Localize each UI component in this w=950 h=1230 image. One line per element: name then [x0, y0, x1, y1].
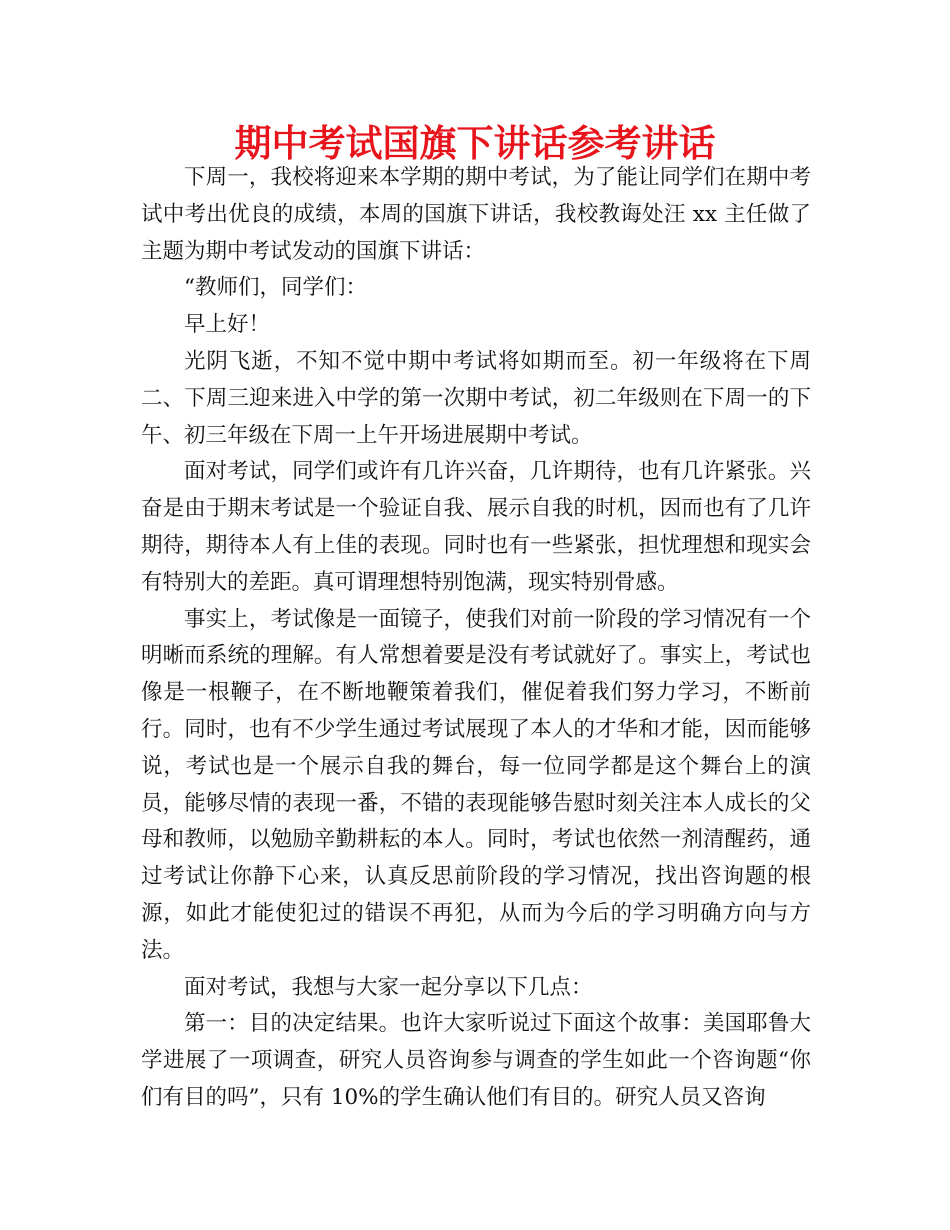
paragraph-feelings: 面对考试，同学们或许有几许兴奋，几许期待，也有几许紧张。兴奋是由于期末考试是一个验证自我、展示自我的时机，因而也有了几许期待，期待本人有上佳的表现。同时也有一些紧张，担忧理想和现实会有特别大的差距。真可谓理想特别饱满，现实特别骨感。 — [141, 459, 811, 595]
paragraph-exam-meaning: 事实上，考试像是一面镜子，使我们对前一阶段的学习情况有一个明晰而系统的理解。有人常想着要是没有考试就好了。事实上，考试也像是一根鞭子，在不断地鞭策着我们，催促着我们努力学习，不断前行。同时，也有不少学生通过考试展现了本人的才华和才能，因而能够说，考试也是一个展示自我的舞台，每一位同学都是这个舞台上的演员，能够尽情的表现一番，不错的表现能够告慰时刻关注本人成长的父母和教师，以勉励辛勤耕耘的本人。同时，考试也依然一剂清醒药，通过考试让你静下心来，认真反思前阶段的学习情况，找出咨询题的根源，如此才能使犯过的错误不再犯，从而为今后的学习明确方向与方法。 — [141, 606, 811, 963]
paragraph-exam-schedule: 光阴飞逝，不知不觉中期中考试将如期而至。初一年级将在下周二、下周三迎来进入中学的第一次期中考试，初二年级则在下周一的下午、初三年级在下周一上午开场进展期中考试。 — [141, 348, 811, 448]
paragraph-greeting: 早上好！ — [184, 312, 271, 338]
paragraph-intro: 下周一，我校将迎来本学期的期中考试，为了能让同学们在期中考试中考出优良的成绩，本周的国旗下讲话，我校教诲处汪 xx 主任做了主题为期中考试发动的国旗下讲话： — [141, 165, 811, 264]
document-title: 期中考试国旗下讲话参考讲话 — [234, 122, 716, 165]
paragraph-salutation: “教师们，同学们： — [184, 275, 367, 301]
paragraph-share-points: 面对考试，我想与大家一起分享以下几点： — [184, 974, 593, 1000]
paragraph-point-one: 第一：目的决定结果。也许大家听说过下面这个故事：美国耶鲁大学进展了一项调查，研究人员咨询参与调查的学生如此一个咨询题“你们有目的吗”，只有 10%的学生确认他们有目的。研究人员又咨询 — [141, 1011, 811, 1110]
document-body — [141, 160, 811, 1117]
